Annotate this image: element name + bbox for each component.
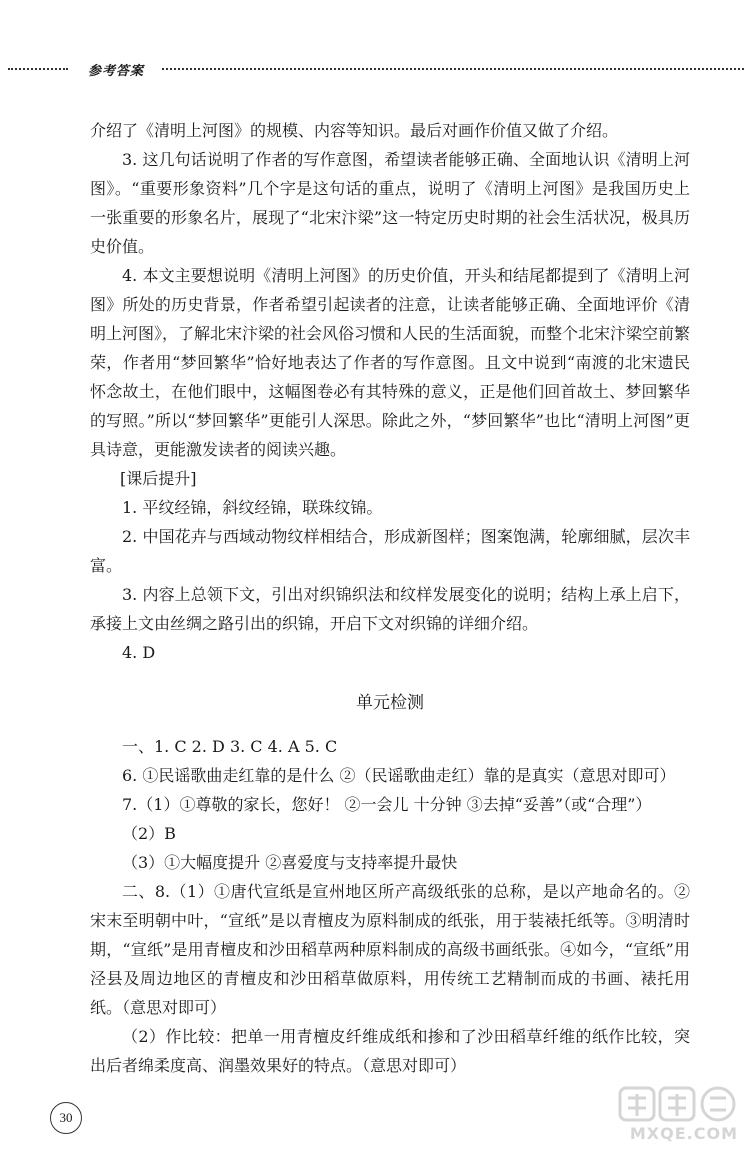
page-number: 30 [50,1102,82,1134]
header-dotted-rule-right [162,68,744,70]
paragraph: 1. 平纹经锦，斜纹经锦，联珠纹锦。 [122,498,383,517]
paragraph: 介绍了《清明上河图》的规模、内容等知识。最后对画作价值又做了介绍。 [90,121,619,140]
paragraph: 6. ①民谣歌曲走红靠的是什么 ②（民谣歌曲走红）靠的是真实（意思对即可） [122,766,676,785]
paragraph: 一、1. C 2. D 3. C 4. A 5. C [122,737,338,756]
paragraph: （3）①大幅度提升 ②喜爱度与支持率提升最快 [122,853,458,872]
paragraph: 2. 中国花卉与西域动物纹样相结合，形成新图样；图案饱满，轮廓细腻，层次丰富。 [90,527,690,575]
paragraph: 4. 本文主要想说明《清明上河图》的历史价值，开头和结尾都提到了《清明上河图》所处的历史背景，作者希望引起读者的注意，让读者能够正确、全面地评价《清明上河图》，了解北宋汴梁的社会风俗习惯和人民的生活面貌，而整个北宋汴梁空前繁荣，作者用“梦回繁华”恰好地表达了作者的写作意图。且文中说到“南渡的北宋遗民怀念故土，在他们眼中，这幅图卷必有其特殊的意义，正是他们回首故土、梦回繁华的写照。”所以“梦回繁华”更能引人深思。除此之外，“梦回繁华”也比“清明上河图”更具诗意，更能激发读者的阅读兴趣。 [90,266,691,459]
paragraph: 7.（1）①尊敬的家长，您好！ ②一会儿 十分钟 ③去掉“妥善”（或“合理”） [122,795,652,814]
paragraph: 3. 内容上总领下文，引出对织锦织法和纹样发展变化的说明；结构上承上启下，承接上文由丝绸之路引出的织锦，开启下文对织锦的详细介绍。 [90,585,690,633]
watermark-text: MXQE.COM [629,1124,738,1143]
paragraph: 3. 这几句话说明了作者的写作意图，希望读者能够正确、全面地认识《清明上河图》。“重要形象资料”几个字是这句话的重点，说明了《清明上河图》是我国历史上一张重要的形象名片，展现了“北宋汴梁”这一特定历史时期的社会生活状况，极具历史价值。 [90,150,690,256]
unit-title: 单元检测 [356,693,424,713]
answer-body [90,116,690,1080]
header-title: 参考答案 [88,64,145,79]
paragraph: 4. D [122,643,156,662]
watermark-logo-icon [618,1084,738,1124]
paragraph: （2）作比较：把单一用青檀皮纤维成纸和掺和了沙田稻草纤维的纸作比较，突出后者绵柔度高、润墨效果好的特点。（意思对即可） [90,1027,690,1075]
section-heading: [课后提升] [120,469,197,488]
paragraph: 二、8.（1）①唐代宣纸是宣州地区所产高级纸张的总称，是以产地命名的。②宋末至明朝中叶，“宣纸”是以青檀皮为原料制成的纸张，用于装裱托纸等。③明清时期，“宣纸”是用青檀皮和沙田稻草两种原料制成的高级书画纸张。④如今，“宣纸”用泾县及周边地区的青檀皮和沙田稻草做原料，用传统工艺精制而成的书画、裱托用纸。（意思对即可） [90,882,690,1017]
page-header [0,60,750,80]
header-dotted-rule-left [8,68,68,70]
watermark [604,1080,744,1150]
paragraph: （2）B [122,824,176,843]
